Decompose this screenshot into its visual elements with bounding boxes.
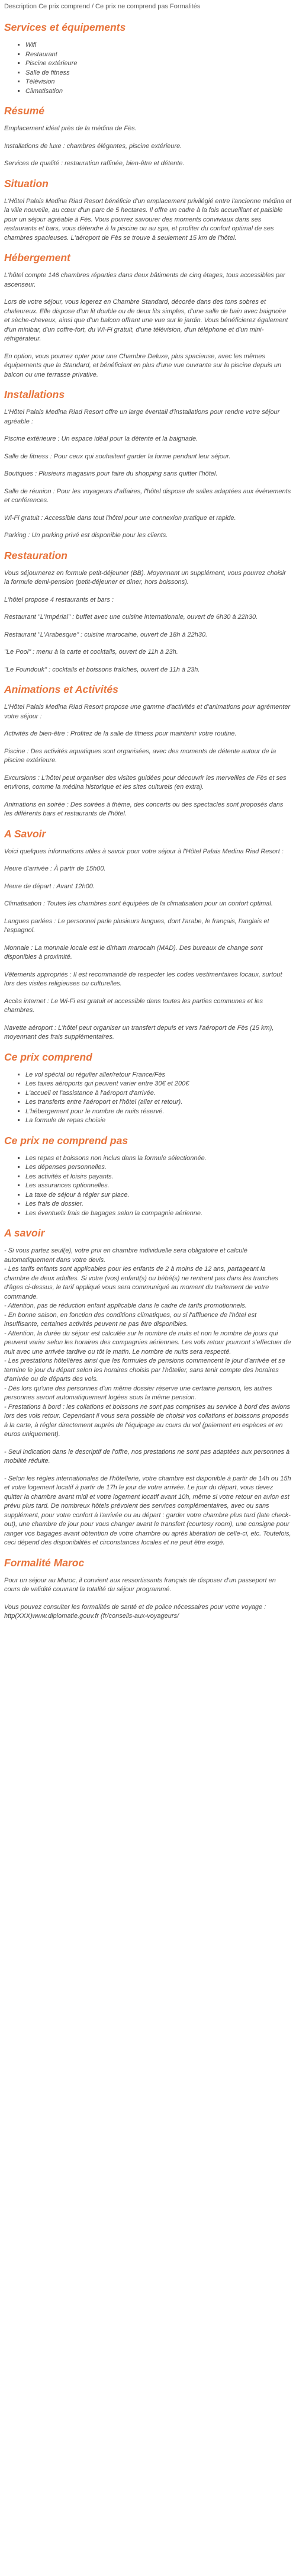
installations-section [4, 388, 292, 541]
asavoir2-title: A savoir [4, 1227, 45, 1239]
list-item: ▪ Les éventuels frais de bagages selon la compagnie aérienne. [25, 1209, 292, 1219]
list-item: ▪ Le vol spécial ou régulier aller/retour France/Fès [25, 1071, 292, 1080]
services-title: Services et équipements [4, 21, 126, 33]
list-item: ▪ Les taxes aéroports qui peuvent varier entre 30€ et 200€ [25, 1080, 292, 1089]
list-item: ▪ L'accueil et l'assistance à l'aéroport d'arrivée. [25, 1089, 292, 1099]
paragraph: Installations de luxe : chambres élégantes, piscine extérieure. [4, 142, 182, 150]
paragraph: Parking : Un parking privé est disponible pour les clients. [4, 532, 168, 539]
paragraph: "Le Pool" : menu à la carte et cocktails, ouvert de 11h à 23h. [4, 648, 178, 656]
paragraph: Animations en soirée : Des soirées à thème, des concerts ou des spectacles sont proposés dans les différents bars et restaurants de l'hôtel. [4, 801, 284, 817]
paragraph: Emplacement idéal près de la médina de Fès. [4, 125, 137, 132]
paragraph: Vous séjournerez en formule petit-déjeuner (BB). Moyennant un supplément, vous pourrez choisir la formule demi-pension (petit-déjeuner et dîner, hors boissons). [4, 569, 286, 586]
paragraph: Navette aéroport : L'hôtel peut organiser un transfert depuis et vers l'aéroport de Fès (15 km), moyennant des frais supplémentaires. [4, 1024, 274, 1040]
formalite-section [4, 1556, 292, 1621]
list-item: ▪ Wifi [25, 41, 292, 50]
hebergement-title: Hébergement [4, 252, 70, 264]
paragraph: Salle de fitness : Pour ceux qui souhaitent garder la forme pendant leur séjour. [4, 452, 231, 460]
list-item: ▪ Salle de fitness [25, 69, 292, 78]
list-item: ▪ L'hébergement pour le nombre de nuits réservé. [25, 1107, 292, 1117]
paragraph: Accès internet : Le Wi-Fi est gratuit et accessible dans toutes les parties communes et les chambres. [4, 997, 263, 1014]
list-item: ▪ Les activités et loisirs payants. [25, 1173, 292, 1182]
paragraph: Lors de votre séjour, vous logerez en Chambre Standard, décorée dans des tons sobres et chaleureux. Elle dispose d'un lit double ou de deux lits simples, d'une salle de bain avec baignoire et sèche-cheveux, ainsi que d'un balcon offrant une vue sur le jardin. Vous bénéficierez également d'un minibar, d'un coffre-fort, du Wi-Fi gratuit, d'une télévision, d'un téléphone et d'un mini-réfrigérateur. [4, 298, 288, 342]
paragraph: - Selon les règles internationales de l'hôtellerie, votre chambre est disponible à partir de 14h ou 15h et votre logement locatif à partir de 17h le jour de votre arrivée. Le jour du départ, vous devez quitter la chambre avant midi et votre logement locatif avant 10h, même si votre retour en avion est prévu plus tard. De nombreux hôtels prévoient des services complémentaires, avec ou sans supplément, pour votre confort à l'arrivée ou au départ : garder votre chambre plus tard (late check-out), une chambre de jour pour vous changer avant le transfert (courtesy room), une consigne pour ranger vos bagages avant obtention de votre chambre ou après libération de celle-ci, etc. Toutefois, ceci dépend des disponibilités et circonstances locales et ne peut être exigé. [4, 1475, 291, 1546]
necomprend-title: Ce prix ne comprend pas [4, 1134, 128, 1146]
comprend-list [4, 1071, 292, 1126]
paragraph: "Le Foundouk" : cocktails et boissons fraîches, ouvert de 11h à 23h. [4, 666, 200, 673]
paragraph: Voici quelques informations utiles à savoir pour votre séjour à l'Hôtel Palais Medina Riad Resort : [4, 847, 284, 855]
resume-title: Résumé [4, 105, 45, 117]
asavoir-title: A Savoir [4, 827, 46, 840]
paragraph: Boutiques : Plusieurs magasins pour faire du shopping sans quitter l'hôtel. [4, 470, 218, 477]
restauration-title: Restauration [4, 549, 67, 561]
paragraph: Excursions : L'hôtel peut organiser des visites guidées pour découvrir les merveilles de Fès et ses environs, comme la médina historique et les sites culturels (en extra). [4, 774, 287, 791]
list-item: ▪ Télévision [25, 78, 292, 87]
animations-section [4, 683, 292, 819]
asavoir-section [4, 827, 292, 1042]
paragraph: Restaurant "L'Arabesque" : cuisine marocaine, ouvert de 18h à 22h30. [4, 631, 208, 638]
hebergement-section [4, 251, 292, 380]
paragraph: - Seul indication dans le descriptif de l'offre, nos prestations ne sont pas adaptées aux personnes à mobilité réduite. [4, 1448, 290, 1464]
services-list [4, 41, 292, 96]
paragraph: Vêtements appropriés : Il est recommandé de respecter les codes vestimentaires locaux, surtout lors des visites religieuses ou culturelles. [4, 971, 282, 987]
page-header-description: Description Ce prix comprend / Ce prix ne comprend pas Formalités [4, 3, 201, 10]
paragraph: Climatisation : Toutes les chambres sont équipées de la climatisation pour un confort optimal. [4, 900, 273, 907]
formalite-title: Formalité Maroc [4, 1556, 85, 1569]
list-item: ▪ Piscine extérieure [25, 59, 292, 69]
list-item: ▪ Les frais de dossier. [25, 1200, 292, 1209]
paragraph: Piscine : Des activités aquatiques sont organisées, avec des moments de détente autour de la piscine extérieure. [4, 747, 276, 764]
necomprend-list [4, 1154, 292, 1219]
list-item: ▪ Les assurances optionnelles. [25, 1181, 292, 1191]
list-item: ▪ Les repas et boissons non inclus dans la formule sélectionnée. [25, 1154, 292, 1164]
paragraph: Salle de réunion : Pour les voyageurs d'affaires, l'hôtel dispose de salles adaptées aux événements et conférences. [4, 487, 291, 504]
paragraph: Vous pouvez consulter les formalités de santé et de police nécessaires pour votre voyage : http(XXX)www.diplomatie.gouv.fr (fr/conseils-aux-voyageurs/ [4, 1603, 266, 1620]
paragraph: - Si vous partez seul(e), votre prix en chambre individuelle sera obligatoire et calculé automatiquement dans votre devis. - Les tarifs enfants sont applicables pour les enfants de 2 à moins de 12 ans, partageant la chambre de deux adultes. Si votre (vos) enfant(s) ou bébé(s) ne rentrent pas dans les tranches d'âges ci-dessus, le tarif appliqué vous sera communiqué au moment du traitement de votre commande. - Attention, pas de réduction enfant applicable dans le cadre de tarifs promotionnels. - En bonne saison, en fonction des conditions climatiques, ou si l'affluence de l'hôtel est insuffisante, certaines activités peuvent ne pas être disponibles. - Attention, la durée du séjour est calculée sur le nombre de nuits et non le nombre de jours qui peuvent varier selon les horaires des compagnies aériennes. Les vols retour pourront s'effectuer de nuit avec une arrivée tardive ou tôt le matin. Le nombre de nuits sera respecté. - Les prestations hôtelières ainsi que les formules de pensions commencent le jour d'arrivée et se termine le jour du départ selon les horaires choisis par l'hôtelier, sans tenir compte des horaires d'arrivée ou de départs des vols. - Dès lors qu'une des personnes d'un même dossier réserve une certaine pension, les autres personnes seront automatiquement logées sous la même pension. - Prestations à bord : les collations et boissons ne sont pas comprises au service à bord des avions lors des vols retour. Cependant il vous sera possible de choisir vos collations et boissons proposés à la carte, à régler directement auprès de l'équipage au cours du vol (paiement en espèces et en euros uniquement). [4, 1247, 291, 1438]
installations-title: Installations [4, 388, 65, 400]
paragraph: Piscine extérieure : Un espace idéal pour la détente et la baignade. [4, 435, 198, 442]
necomprend-section [4, 1134, 292, 1219]
paragraph: Wi-Fi gratuit : Accessible dans tout l'hôtel pour une connexion pratique et rapide. [4, 514, 236, 522]
services-section [4, 21, 292, 96]
paragraph: Services de qualité : restauration raffinée, bien-être et détente. [4, 160, 185, 167]
paragraph: Activités de bien-être : Profitez de la salle de fitness pour maintenir votre routine. [4, 730, 237, 737]
list-item: ▪ La formule de repas choisie [25, 1116, 292, 1126]
paragraph: Pour un séjour au Maroc, il convient aux ressortissants français de disposer d'un passeport en cours de validité couvrant la totalité du séjour programmé. [4, 1576, 276, 1593]
list-item: ▪ Les dépenses personnelles. [25, 1163, 292, 1173]
list-item: ▪ Les transferts entre l'aéroport et l'hôtel (aller et retour). [25, 1098, 292, 1107]
comprend-title: Ce prix comprend [4, 1051, 92, 1063]
situation-title: Situation [4, 177, 49, 189]
situation-section [4, 177, 292, 243]
paragraph: En option, vous pourrez opter pour une Chambre Deluxe, plus spacieuse, avec les mêmes équipements que la Standard, et bénéficiant en plus d'une vue ouvrante sur la piscine depuis un balcon ou une terrasse privative. [4, 352, 282, 378]
paragraph: L'Hôtel Palais Medina Riad Resort bénéficie d'un emplacement privilégié entre l'ancienne médina et la ville nouvelle, au cœur d'un parc de 5 hectares. Il offre un cadre à la fois accueillant et paisible pour un séjour agréable à Fès. Vous pourrez savourer des moments conviviaux dans ses restaurants et bars, vous détendre à la piscine ou au spa, et profiter du confort optimal de ses chambres spacieuses. L'aéroport de Fès se trouve à seulement 15 km de l'hôtel. [4, 197, 292, 242]
paragraph: L'Hôtel Palais Medina Riad Resort offre un large éventail d'installations pour rendre votre séjour agréable : [4, 409, 280, 425]
list-item: ▪ Climatisation [25, 87, 292, 97]
comprend-section [4, 1051, 292, 1126]
paragraph: Restaurant "L'Impérial" : buffet avec une cuisine internationale, ouvert de 6h30 à 22h30. [4, 614, 258, 621]
paragraph: Heure d'arrivée : À partir de 15h00. [4, 865, 106, 872]
paragraph: Heure de départ : Avant 12h00. [4, 882, 95, 890]
paragraph: L'Hôtel Palais Medina Riad Resort propose une gamme d'activités et d'animations pour agrémenter votre séjour : [4, 704, 291, 720]
resume-section [4, 104, 292, 169]
animations-title: Animations et Activités [4, 683, 118, 695]
paragraph: L'hôtel compte 146 chambres réparties dans deux bâtiments de cinq étages, tous accessibles par ascenseur. [4, 272, 285, 288]
list-item: ▪ La taxe de séjour à régler sur place. [25, 1191, 292, 1200]
asavoir2-section [4, 1226, 292, 1548]
paragraph: L'hôtel propose 4 restaurants et bars : [4, 596, 114, 603]
list-item: ▪ Restaurant [25, 50, 292, 60]
restauration-section [4, 549, 292, 675]
paragraph: Monnaie : La monnaie locale est le dirham marocain (MAD). Des bureaux de change sont disponibles à proximité. [4, 944, 263, 961]
paragraph: Langues parlées : Le personnel parle plusieurs langues, dont l'arabe, le français, l'anglais et l'espagnol. [4, 917, 269, 934]
